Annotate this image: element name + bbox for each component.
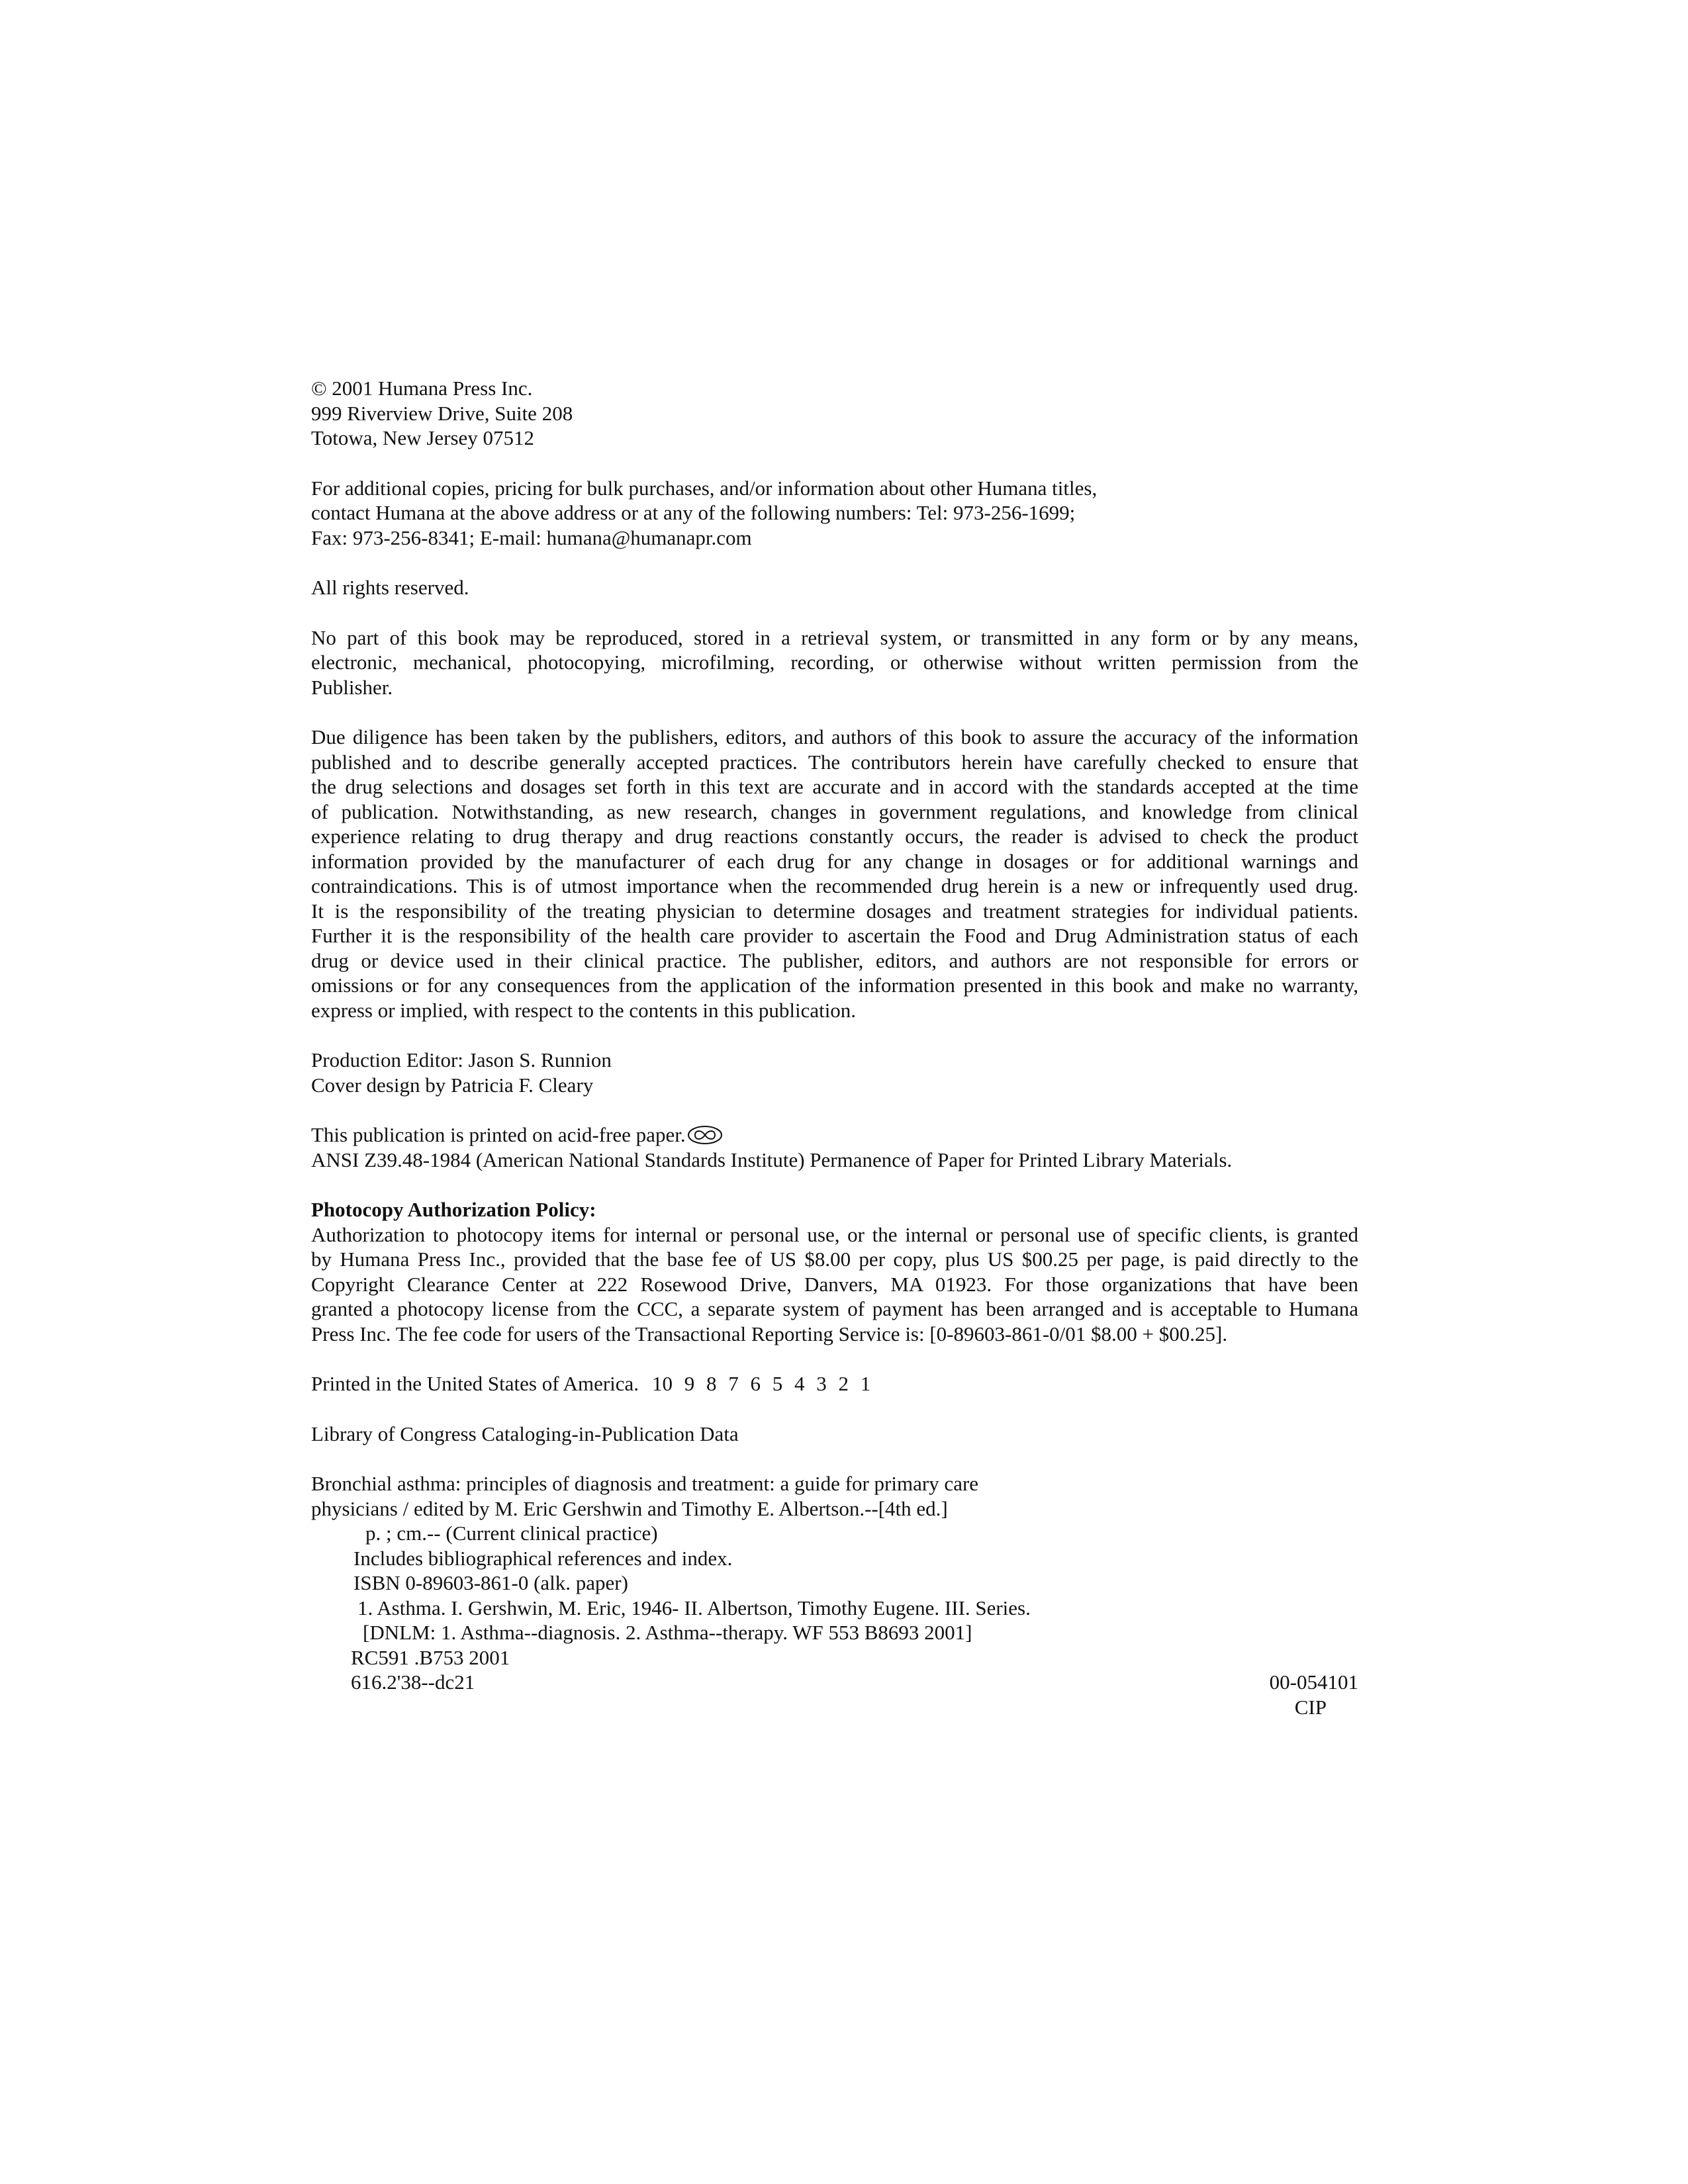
paper-block [311,1122,1358,1172]
cip-dnlm: [DNLM: 1. Asthma--diagnosis. 2. Asthma--therapy. WF 553 B8693 2001] [363,1621,972,1644]
copies-line: contact Humana at the above address or at any of the following numbers: Tel: 973-256-1699; [311,501,1076,524]
acid-free-line [311,1122,1358,1148]
paragraph-line: granted a photocopy license from the CCC, a separate system of payment has been arranged and is acceptable to Humana [311,1297,1358,1320]
photocopy-policy [311,1197,1358,1346]
printing-numbers: 10 9 8 7 6 5 4 3 2 1 [652,1372,871,1395]
copies-info [311,476,1358,551]
paragraph-line: Further it is the responsibility of the health care provider to ascertain the Food and Drug Administration status of each [311,924,1358,947]
photocopy-heading: Photocopy Authorization Policy: [311,1198,596,1221]
publisher-block [311,376,1358,451]
address-line-1: 999 Riverview Drive, Suite 208 [311,401,573,425]
paragraph-line: experience relating to drug therapy and drug reactions constantly occurs, the reader is advised to check the product [311,825,1358,848]
copies-line: For additional copies, pricing for bulk purchases, and/or information about other Humana titles, [311,476,1098,500]
printed-text: Printed in the United States of America. [311,1372,639,1395]
paragraph-line: drug or device used in their clinical practice. The publisher, editors, and authors are not responsible for errors or [311,948,1358,972]
printed-in-line [311,1371,1358,1396]
copyright-page [311,376,1358,1719]
infinity-circle-icon [687,1125,723,1145]
cip-isbn: ISBN 0-89603-861-0 (alk. paper) [353,1571,628,1594]
paragraph-line: electronic, mechanical, photocopying, microfilming, recording, or otherwise without written permission from the [311,651,1358,674]
rights-line: All rights reserved. [311,576,469,599]
cip-series: p. ; cm.-- (Current clinical practice) [365,1522,658,1545]
paragraph-line: contraindications. This is of utmost importance when the recommended drug herein is a new or infrequently used drug. [311,874,1358,897]
rights-statement [311,575,1358,600]
paragraph-line: of publication. Notwithstanding, as new research, changes in government regulations, and knowledge from clinical [311,799,1358,823]
paragraph-line: Authorization to photocopy items for internal or personal use, or the internal or personal use of specific clients, is granted [311,1222,1358,1246]
cip-biblio: Includes bibliographical references and index. [353,1546,733,1570]
paragraph-line: Publisher. [311,675,393,699]
production-editor: Production Editor: Jason S. Runnion [311,1048,612,1071]
paragraph-line: Press Inc. The fee code for users of the Transactional Reporting Service is: [0-89603-861-0/01 $8.00 + $00.25]. [311,1322,1228,1345]
paragraph-line: express or implied, with respect to the contents in this publication. [311,998,857,1022]
cip-heading-block [311,1422,1358,1447]
due-diligence-paragraph [311,725,1358,1023]
paragraph-line: Copyright Clearance Center at 222 Rosewood Drive, Danvers, MA 01923. For those organizations that have been [311,1272,1358,1296]
paragraph-line: It is the responsibility of the treating physician to determine dosages and treatment strategies for individual patients. [311,899,1358,923]
paragraph-line: published and to describe generally accepted practices. The contributors herein have carefully checked to ensure that [311,750,1358,774]
copies-line: Fax: 973-256-8341; E-mail: humana@humanapr.com [311,525,752,549]
cip-lccn: 00-054101 [1269,1670,1358,1694]
paragraph-line: by Humana Press Inc., provided that the base fee of US $8.00 per copy, plus US $00.25 per page, is paid directly to the [311,1248,1358,1271]
cip-title-line: Bronchial asthma: principles of diagnosis and treatment: a guide for primary care [311,1472,979,1495]
cip-record [311,1471,1358,1719]
paragraph-line: the drug selections and dosages set forth in this text are accurate and in accord with the standards accepted at the time [311,775,1358,798]
cip-title-line: physicians / edited by M. Eric Gershwin and Timothy E. Albertson.--[4th ed.] [311,1496,948,1520]
cip-dewey: 616.2'38--dc21 [351,1670,475,1694]
cip-right-column [1270,1670,1358,1719]
photocopy-paragraph [311,1222,1358,1347]
paragraph-line: omissions or for any consequences from the application of the information presented in this book and make no warranty, [311,974,1358,997]
cip-label: CIP [1294,1695,1327,1719]
cover-design: Cover design by Patricia F. Cleary [311,1073,594,1097]
no-part-paragraph [311,625,1358,700]
paragraph-line: information provided by the manufacturer of each drug for any change in dosages or for additional warnings and [311,849,1358,873]
acid-free-text: This publication is printed on acid-free paper. [311,1123,686,1146]
cip-lc-class: RC591 .B753 2001 [351,1645,510,1669]
cip-subjects: 1. Asthma. I. Gershwin, M. Eric, 1946- II. Albertson, Timothy Eugene. III. Series. [357,1596,1031,1619]
cip-heading: Library of Congress Cataloging-in-Publication Data [311,1422,739,1445]
credits-block [311,1048,1358,1097]
paragraph-line: Due diligence has been taken by the publishers, editors, and authors of this book to assure the accuracy of the information [311,725,1358,749]
ansi-line: ANSI Z39.48-1984 (American National Standards Institute) Permanence of Paper for Printed Library Materials. [311,1148,1233,1171]
copyright-line: © 2001 Humana Press Inc. [311,377,533,400]
paragraph-line: No part of this book may be reproduced, stored in a retrieval system, or transmitted in any form or by any means, [311,625,1358,649]
address-line-2: Totowa, New Jersey 07512 [311,426,535,449]
